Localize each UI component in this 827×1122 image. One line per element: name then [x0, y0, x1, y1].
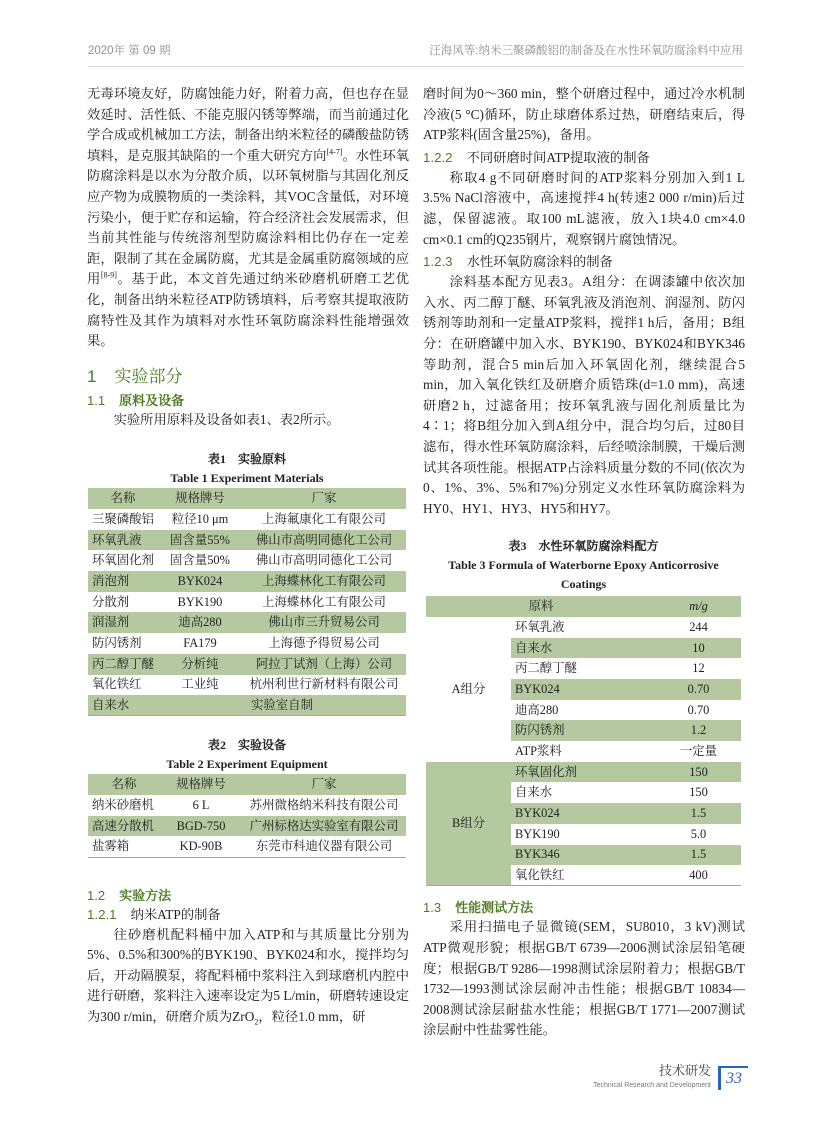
table-cell: 自来水: [515, 785, 553, 800]
table-row: [88, 633, 406, 654]
table-2-caption-en: Table 2 Experiment Equipment: [166, 757, 328, 772]
footer-section-en: Technical Research and Development: [593, 1082, 711, 1089]
table-cell: BYK346: [511, 845, 656, 866]
section-1-heading: 1 实验部分: [87, 366, 183, 386]
section-1-1-text: 实验所用原料及设备如表1、表2所示。: [113, 411, 340, 427]
table-cell: 消泡剂: [88, 571, 158, 592]
table-cell: 苏州微格纳米科技有限公司: [249, 797, 399, 812]
table-row: [88, 675, 406, 696]
table-cell: 12: [692, 661, 705, 676]
table-2-header: 名称: [88, 774, 160, 795]
table-cell: 迪高280: [158, 612, 242, 633]
table-cell: 0.70: [687, 702, 710, 717]
table-row: [88, 530, 406, 551]
table-cell: 分散剂: [92, 594, 130, 609]
table-2-header: 厂家: [242, 774, 406, 795]
table-cell: 固含量50%: [170, 553, 230, 568]
table-row: [88, 592, 406, 613]
table-3-caption-en: Table 3 Formula of Waterborne Epoxy Anticorrosive Coatings: [448, 558, 719, 592]
table-row: [426, 762, 741, 783]
table-cell: 环氧固化剂: [92, 553, 154, 568]
table-cell: 丙二醇丁醚: [88, 654, 158, 675]
table-row: [88, 795, 406, 816]
table-2-caption-cn: 表2 实验设备: [207, 738, 286, 753]
table-cell: 1.5: [656, 803, 741, 824]
table-cell: 氧化铁红: [92, 677, 142, 692]
table-row: [88, 509, 406, 530]
table-cell: 150: [656, 762, 741, 783]
table-cell: 上海蝶林化工有限公司: [262, 594, 386, 609]
left-column: [87, 84, 409, 1028]
table-cell: 三聚磷酸铝: [92, 511, 154, 526]
table-cell: 固含量55%: [158, 530, 242, 551]
section-1-1-heading: 1.1 原料及设备: [87, 392, 185, 408]
table-cell: 高速分散机: [88, 816, 160, 837]
table-cell: BYK024: [511, 803, 656, 824]
table-cell: 分析纯: [158, 654, 242, 675]
footer-section-cn: 技术研发: [658, 1063, 711, 1078]
table-3-header: 原料: [426, 596, 656, 617]
table-cell: BYK024: [511, 679, 656, 700]
issue-label: 2020年 第 09 期: [88, 45, 171, 57]
table-cell: 广州标格达实验室有限公司: [242, 816, 406, 837]
right-column: [423, 84, 745, 1041]
section-1-2-2-text: 称取4 g不同研磨时间的ATP浆料分别加入到1 L 3.5% NaCl溶液中，高速搅拌4 h(转速2 000 r/min)后过滤，保留滤液。取100 mL滤液，放入1块4.0 cm×4.0 cm×0.1 cm的Q235钢片，观察钢片腐蚀情况。: [423, 169, 745, 247]
table-cell: BYK024: [158, 571, 242, 592]
continued-paragraph: 磨时间为0～360 min，整个研磨过程中，通过冷水机制冷液(5 °C)循环，防止球磨体系过热，研磨结束后，得ATP浆料(固含量25%)，备用。: [423, 86, 745, 143]
table-cell: 自来水: [88, 695, 158, 716]
table-2-header: 规格牌号: [160, 774, 242, 795]
table-cell: 244: [689, 619, 708, 634]
table-cell: BYK190: [515, 826, 560, 841]
section-1-2-3-text: 涂料基本配方见表3。A组分：在调漆罐中依次加入水、丙二醇丁醚、环氧乳液及消泡剂、润湿剂、防闪锈剂等助剂和一定量ATP浆料，搅拌1 h后，备用；B组分：在研磨罐中加入水、BYK190、BYK024和BYK346等助剂，混合5 min后加入环氧固化剂，继续混合5 min，加入氧化铁红及研磨介质锆珠(d=1.0 mm)，高速研磨2 h，过滤备用；按环氧乳液与固化剂质量比为4∶1；将B组分加入到A组分中，混合均匀后，过80目滤布，得水性环氧防腐涂料，后经喷涂制膜，干燥后测试其各项性能。根据ATP占涂料质量分数的不同(依次为0、1%、3%、5%和7%)分别定义水性环氧防腐涂料为HY0、HY1、HY3、HY5和HY7。: [423, 274, 745, 516]
table-3-caption-cn: 表3 水性环氧防腐涂料配方: [508, 539, 659, 554]
table-cell: ATP浆料: [515, 743, 562, 758]
table-1-header: 规格牌号: [158, 488, 242, 509]
table-1: [88, 450, 406, 716]
table-row: [88, 612, 406, 633]
table-cell: 0.70: [656, 679, 741, 700]
table-cell: 环氧乳液: [88, 530, 158, 551]
table-cell: 1.5: [656, 845, 741, 866]
table-3: [426, 537, 741, 886]
table-cell: 纳米砂磨机: [92, 797, 154, 812]
group-label: B组分: [426, 762, 511, 886]
table-cell: 工业纯: [181, 677, 219, 692]
table-row: [88, 654, 406, 675]
section-1-3-text: 采用扫描电子显微镜(SEM，SU8010，3 kV)测试ATP微观形貌；根据GB/T 6739—2006测试涂层铅笔硬度；根据GB/T 9286—1998测试涂层附着力；根据GB/T 1732—1993测试涂层耐冲击性能；根据GB/T 10834—2008测试涂层耐盐水性能；根据GB/T 1771—2007测试涂层耐中性盐雾性能。: [423, 919, 745, 1038]
table-cell: BYK190: [177, 594, 223, 609]
table-cell: 盐雾箱: [92, 839, 130, 854]
table-row: [426, 617, 741, 638]
table-cell: 阿拉丁试剂（上海）公司: [242, 654, 406, 675]
table-cell: 氧化铁红: [515, 867, 565, 882]
section-1-2-heading: 1.2 实验方法: [87, 887, 172, 903]
table-cell: 400: [689, 867, 708, 882]
table-cell: 环氧固化剂: [511, 762, 656, 783]
intro-paragraph: 无毒环境友好，防腐蚀能力好，附着力高，但也存在显效延时、活性低、不能克服闪锈等弊端，而当前通过化学合成或机械加工方法，制备出纳米粒径的磷酸盐防锈填料，是克服其缺陷的一个重大研究方向[4-7]。水性环氧防腐涂料是以水为分散介质，以环氧树脂与其固化剂反应产物为成膜物质的一类涂料，其VOC含量低，对环境污染小，便于贮存和运输，符合经济社会发展需求，但当前其性能与传统溶剂型防腐涂料相比仍存在一定差距，限制了其在金属防腐，尤其是金属重防腐领域的应用[8-9]。基于此，本文首先通过纳米砂磨机研磨工艺优化，制备出纳米粒径ATP防锈填料，后考察其提取液防腐特性及其作为填料对水性环氧防腐涂料性能增强效果。: [87, 86, 410, 349]
table-cell: 防闪锈剂: [92, 635, 142, 650]
table-cell: 杭州利世行新材料有限公司: [249, 677, 399, 692]
section-1-2-1-heading: 1.2.1 纳米ATP的制备: [87, 906, 221, 922]
table-cell: 6 L: [192, 797, 210, 812]
table-cell: 自来水: [511, 638, 656, 659]
table-cell: 迪高280: [515, 702, 559, 717]
table-row: [88, 836, 406, 857]
table-cell: 粒径10 μm: [171, 511, 229, 526]
table-cell: 1.2: [656, 720, 741, 741]
table-cell: 5.0: [690, 826, 707, 841]
table-1-caption-en: Table 1 Experiment Materials: [170, 471, 324, 486]
table-cell: 150: [689, 785, 708, 800]
table-cell: 丙二醇丁醚: [515, 661, 577, 676]
table-row: [88, 695, 406, 716]
table-cell: BGD-750: [160, 816, 242, 837]
table-cell: 佛山市高明同德化工公司: [242, 530, 406, 551]
table-cell: 东莞市科迪仪器有限公司: [255, 839, 393, 854]
table-cell: 环氧乳液: [515, 619, 565, 634]
header-divider: [88, 66, 744, 67]
section-1-2-3-heading: 1.2.3 水性环氧防腐涂料的制备: [423, 254, 613, 270]
table-1-header: 名称: [88, 488, 158, 509]
table-cell: 上海蝶林化工有限公司: [242, 571, 406, 592]
table-cell: FA179: [183, 635, 217, 650]
table-row: [88, 816, 406, 837]
table-row: [88, 550, 406, 571]
table-cell: 防闪锈剂: [511, 720, 656, 741]
table-cell: 佛山市高明同德化工公司: [255, 553, 393, 568]
table-cell: 上海氟康化工有限公司: [262, 511, 386, 526]
table-row: [88, 571, 406, 592]
table-1-header: 厂家: [242, 488, 406, 509]
table-cell: 润湿剂: [88, 612, 158, 633]
section-1-2-1-text: 往砂磨机配料桶中加入ATP和与其质量比分别为5%、0.5%和300%的BYK190、BYK024和水，搅拌均匀后，开动隔膜泵，将配料桶中浆料注入到球磨机内腔中进行研磨，浆料注入速率设定为5 L/min，研磨转速设定为300 r/min，研磨介质为ZrO$_2$，粒径1.0 mm，研: [87, 926, 409, 1027]
group-label: A组分: [426, 617, 511, 762]
table-cell: 一定量: [679, 743, 718, 758]
table-cell: KD-90B: [179, 839, 223, 854]
page-number: 33: [718, 1066, 748, 1090]
section-1-2-2-heading: 1.2.2 不同研磨时间ATP提取液的制备: [423, 149, 650, 165]
table-cell: 佛山市三升贸易公司: [242, 612, 406, 633]
table-cell: 上海德予得贸易公司: [268, 635, 380, 650]
table-1-caption-cn: 表1 实验原料: [207, 452, 286, 467]
table-3-header: m/g: [656, 596, 741, 617]
section-1-3-heading: 1.3 性能测试方法: [423, 900, 534, 916]
table-2: [88, 736, 406, 857]
table-cell: 10: [656, 638, 741, 659]
table-cell: 实验室自制: [158, 695, 406, 716]
running-title: 汪海风等:纳米三聚磷酸铝的制备及在水性环氧防腐涂料中应用: [429, 45, 743, 57]
